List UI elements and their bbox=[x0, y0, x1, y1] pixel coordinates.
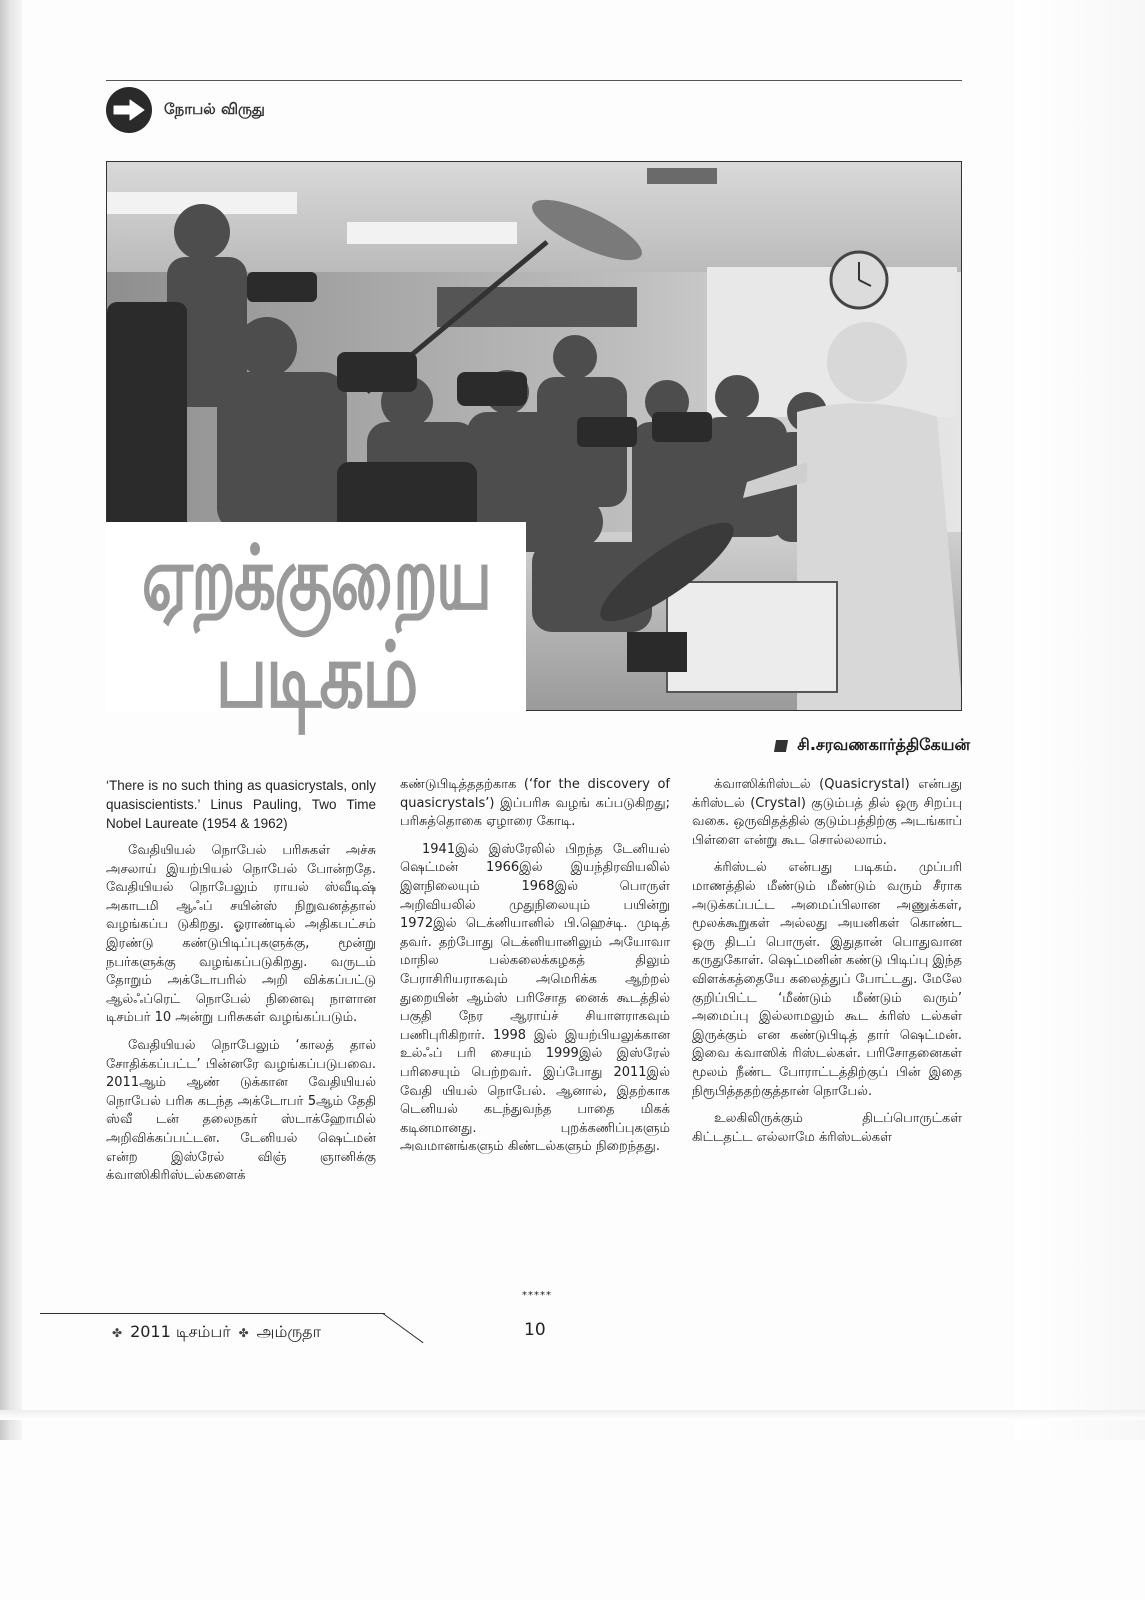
text-column-3 bbox=[692, 776, 962, 1156]
article-title-line-1: ஏறக்குறைய bbox=[141, 526, 491, 630]
article-title-box bbox=[106, 522, 526, 729]
text-column-2 bbox=[400, 776, 670, 1166]
paragraph: வேதியியல் நொபேலும் ‘காலத் தால் சோதிக்கப்பட்ட’ பின்னரே வழங்கப்படுபவை. 2011ஆம் ஆண் டுக்கான வேதியியல் நொபேல் பரிசு கடந்த அக்டோபர் 5ஆம் தேதி ஸ்வீ டன் தலைநகர் ஸ்டாக்ஹோமில் அறிவிக்கப்பட்டன. டேனியல் ஷெட்மன் என்ற இஸ்ரேல் விஞ் ஞானிக்கு க்வாஸிகிரிஸ்டல்களைக் bbox=[106, 1037, 376, 1184]
author-name: சி.சரவணகார்த்திகேயன் bbox=[797, 735, 970, 754]
section-title: நோபல் விருது bbox=[164, 100, 265, 118]
paragraph: கண்டுபிடித்ததற்காக (‘for the discovery of quasicrystals’) இப்பரிசு வழங் கப்படுகிறது; பரிசுத்தொகை ஏழாரை கோடி. bbox=[400, 777, 670, 830]
scan-right-edge bbox=[1015, 0, 1145, 1440]
footer-magazine: அம்ருதா bbox=[256, 1322, 321, 1341]
paragraph: 1941இல் இஸ்ரேலில் பிறந்த டேனியல் ஷெட்மன் 1966இல் இயந்திரவியலில் இளநிலையும் 1968இல் பொருள் அறிவியலில் முதுநிலையும் பயின்று 1972இல் டெக்னியானில் பி.ஹெச்டி. முடித் தவர். தற்போது டெக்னியானிலும் அயோவா மாநில பல்கலைக்கழகத் திலும் பேராசிரியராகவும் அமெரிக்க ஆற்றல் துறையின் ஆம்ஸ் பரிசோத னைக் கூடத்தில் பகுதி நேர ஆராய்ச் சியாளராகவும் பணிபுரிகிறார். 1998 இல் இயற்பியலுக்கான உல்ஃப் பரி சையும் 1999இல் இஸ்ரேல் பரிசையும் பெற்றவர். இப்போது 2011இல் வேதி யியல் நொபேல். ஆனால், இதற்காக டெனியல் கடந்துவந்த பாதை மிகக் கடினமானது. புறக்கணிப்புகளும் அவமானங்களும் கிண்டல்களும் நிறைந்தது. bbox=[400, 841, 670, 1155]
paragraph: உலகிலிருக்கும் திடப்பொருட்கள் கிட்டதட்ட எல்லாமே க்ரிஸ்டல்கள் bbox=[692, 1111, 962, 1145]
page-number: 10 bbox=[524, 1320, 546, 1340]
paragraph: க்வாஸிக்ரிஸ்டல் (Quasicrystal) என்பது க்ரிஸ்டல் (Crystal) குடும்பத் தில் ஒரு சிறப்பு வகை. ஒருவிதத்தில் குடும்பத்திற்கு அடங்காப் பிள்ளை என்று கூட சொல்லலாம். bbox=[692, 777, 962, 848]
section-break-stars: ***** bbox=[522, 1290, 552, 1301]
top-rule bbox=[106, 80, 962, 81]
scan-bottom-shadow bbox=[0, 1410, 1145, 1420]
footer-issue-line bbox=[112, 1322, 321, 1343]
byline bbox=[775, 735, 970, 756]
text-column-1 bbox=[106, 776, 376, 1195]
section-header bbox=[106, 86, 265, 134]
scan-left-edge bbox=[0, 0, 22, 1440]
paragraph: க்ரிஸ்டல் என்பது படிகம். முப்பரி மாணத்தில் மீண்டும் மீண்டும் வரும் சீராக அடுக்கப்பட்ட அமைப்பிலான அணுக்கள், மூலக்கூறுகள் அல்லது அயனிகள் கொண்ட ஒரு திடப் பொருள். இதுதான் பொதுவான கருதுகோள். ஷெட்மனின் கண்டு பிடிப்பு இந்த விளக்கத்தையே கலைத்துப் போட்டது. மேலே குறிப்பிட்ட ‘மீண்டும் மீண்டும் வரும்’ அமைப்பு இல்லாமலும் கூட க்ரிஸ் டல்கள் இருக்கும் என கண்டுபிடித் தார் ஷெட்மன். இவை க்வாஸிக் ரிஸ்டல்கள். பரிசோதனைகள் மூலம் நீண்ட போராட்டத்திற்குப் பின் இதை நிரூபித்ததற்குத்தான் நொபேல். bbox=[692, 860, 962, 1099]
paragraph: வேதியியல் நொபேல் பரிசுகள் அச்சு அசலாய் இயற்பியல் நொபேல் போன்றதே. வேதியியல் நொபேலும் ராயல் ஸ்வீடிஷ் அகாடமி ஆஃப் சயின்ஸ் நிறுவனத்தால் வழங்கப்ப டுகிறது. ஓராண்டில் அதிகபட்சம் இரண்டு கண்டுபிடிப்புகளுக்கு, மூன்று நபர்களுக்கு வழங்கப்படுகிறது. வருடம் தோறும் அக்டோபரில் அறி விக்கப்பட்டு ஆல்ஃப்ரெட் நொபேல் நினைவு நாளான டிசம்பர் 10 அன்று பரிசுகள் வழங்கப்படும். bbox=[106, 843, 376, 1026]
right-arrow-icon bbox=[106, 87, 152, 133]
diamond-bullet-icon: ✤ bbox=[112, 1325, 123, 1340]
article-title-line-2: படிகம் bbox=[215, 622, 417, 729]
epigraph-quote: ‘There is no such thing as quasicrystals, only quasiscientists.’ Linus Pauling, Two Time Nobel Laureate (1954 & 1962) bbox=[106, 778, 376, 831]
diamond-bullet-icon: ✤ bbox=[238, 1325, 249, 1340]
footer-issue: 2011 டிசம்பர் bbox=[130, 1322, 231, 1341]
pen-mark-icon bbox=[774, 740, 788, 752]
footer-rule bbox=[40, 1313, 385, 1314]
